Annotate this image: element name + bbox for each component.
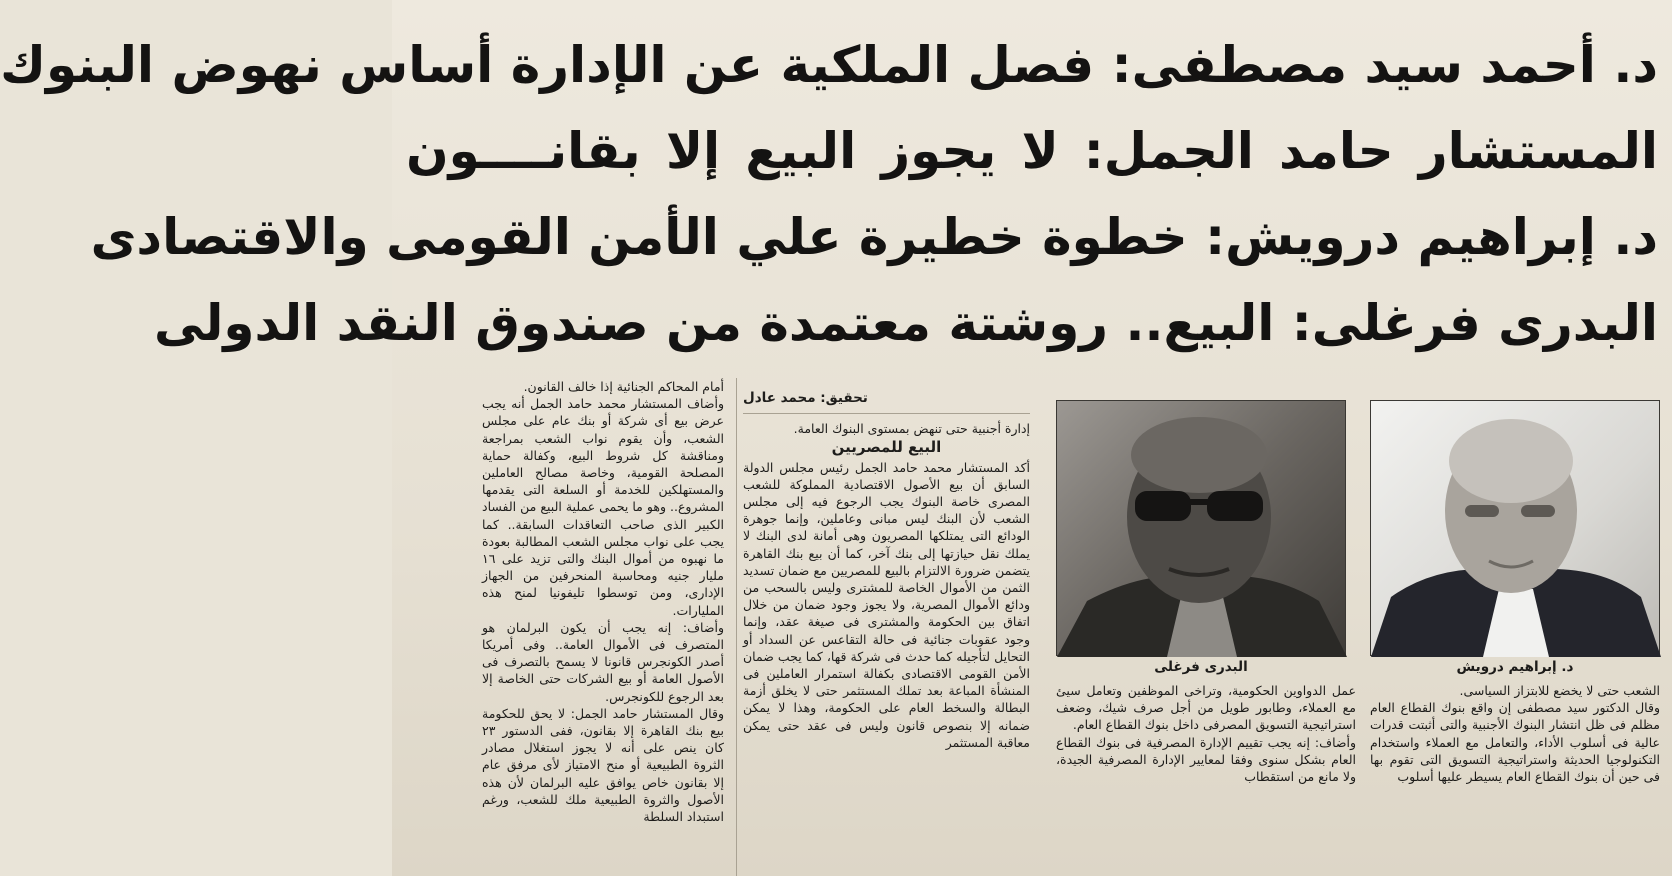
- article-column-left: [482, 378, 724, 876]
- paragraph: وأضاف: إنه يجب تقييم الإدارة المصرفية فى بنوك القطاع العام بشكل سنوى وفقا لمعايير الإدارة المصرفية الجيدة، ولا مانع من استقطاب: [1056, 734, 1356, 785]
- subheading-sale-to-egyptians: البيع للمصريين: [831, 438, 942, 457]
- article-column-under-left-photo: [1056, 682, 1356, 876]
- headline-4: البدرى فرغلى: البيع.. روشتة معتمدة من صندوق النقد الدولى: [154, 294, 1658, 352]
- paragraph: وأضاف: إنه يجب أن يكون البرلمان هو المتصرف فى الأموال العامة.. وفى أمريكا أصدر الكونجرس قانونا لا يسمح بالتصرف فى الأصول العامة أو بيع الشركات حتى الخاصة إلا بعد الرجوع للكونجرس.: [482, 619, 724, 704]
- headline-3: د. إبراهيم درويش: خطوة خطيرة علي الأمن القومى والاقتصادى: [90, 208, 1658, 266]
- caption-albadri-farghali: البدرى فرغلى: [1154, 659, 1248, 675]
- paragraph: وأضاف المستشار محمد حامد الجمل أنه يجب عرض بيع أى شركة أو بنك عام على مجلس الشعب، وأن يقوم نواب الشعب بمراجعة ومناقشة كل شروط البيع، وكفالة حماية المصلحة القومية، وخاصة مصالح العاملين والمستهلكين للخدمة أو السلعة التى يقدمها المشروع.. وهو ما يحمى عملية البيع من الفساد الكبير الذى صاحب التعاقدات السابقة.. كما يجب على نواب مجلس الشعب المطالبة بعودة ما نهبوه من أموال البنك والتى تزيد على ١٦ مليار جنيه ومحاسبة المنحرفين من الجهاز الإدارى، ومن توسطوا تليفونيا لمنح هذه المليارات.: [482, 396, 724, 618]
- article-column-middle: [736, 378, 1030, 876]
- photo-albadri-farghali: [1056, 400, 1346, 656]
- paragraph: وقال الدكتور سيد مصطفى إن واقع بنوك القطاع العام مظلم فى ظل انتشار البنوك الأجنبية والتى أثبتت قدرات عالية فى أسلوب الأداء، والتعامل مع العملاء واستخدام التكنولوجيا الحديثة واستراتيجية التسويق التى تقوم بها فى حين أن بنوك القطاع العام يسيطر عليها أسلوب: [1370, 700, 1660, 785]
- paragraph: الشعب حتى لا يخضع للابتزاز السياسى.: [1459, 683, 1660, 698]
- headline-2: المستشار حامد الجمل: لا يجوز البيع إلا بقانــــون: [406, 122, 1658, 180]
- paragraph: عمل الدواوين الحكومية، وتراخى الموظفين وتعامل سيئ مع العملاء، وطابور طويل من أجل صرف شيك، وضعف استراتيجية التسويق المصرفى داخل بنوك القطاع العام.: [1056, 683, 1356, 733]
- paragraph: أمام المحاكم الجنائية إذا خالف القانون.: [523, 379, 724, 394]
- headline-1: د. أحمد سيد مصطفى: فصل الملكية عن الإدارة أساس نهوض البنوك: [0, 36, 1658, 94]
- column-lead-text: إدارة أجنبية حتى تنهض بمستوى البنوك العامة.: [793, 421, 1030, 437]
- article-column-under-right-photo: [1370, 682, 1660, 876]
- photo-ibrahim-darwish: [1370, 400, 1660, 656]
- caption-ibrahim-darwish: د. إبراهيم درويش: [1456, 659, 1574, 675]
- paragraph: أكد المستشار محمد حامد الجمل رئيس مجلس الدولة السابق أن بيع الأصول الاقتصادية المملوكة للشعب المصرى خاصة البنوك يجب الرجوع فيه إلى مجلس الشعب لأن البنك ليس مبانى وعاملين، وإنما جوهرة الودائع التى يمتلكها المصريون وهى أمانة لدى البنك لا يملك نقل حيازتها إلى بنك آخر، كما أن بيع بنك القاهرة يتضمن ضرورة الالتزام بالبيع للمصريين مع ضمان تسديد الثمن من الأموال الخاصة للمشترى وليس بالسحب من ودائع الأموال المصرية، ولا يجوز وجود ضمان من خلال اتفاق بين الحكومة والمشترى فى صيغة عقد، وإنما وجود عقوبات جنائية فى حالة التقاعس عن السداد أو التحايل لتأجيله كما حدث فى شركة قها، كما يجب ضمان الأمن القومى الاقتصادى بكفالة استمرار العاملين فى المنشأة المباعة بعد تملك المستثمر حتى لا يخلق أزمة البطالة والسخط العام على الحكومة، وهذا لا يمكن ضمانه إلا بنصوص قانون وليس فى عقد حتى يمكن معاقبة المستثمر: [743, 459, 1030, 750]
- paragraph: وقال المستشار حامد الجمل: لا يحق للحكومة بيع بنك القاهرة إلا بقانون، ففى الدستور ٢٣ كان ينص على أنه لا يجوز استغلال مصادر الثروة الطبيعية أو منح الامتياز لأى مرفق عام إلا بقانون خاص يوافق عليه البرلمان لأن هذه الأصول والثروة الطبيعية ملك للشعب، ورغم استبداد السلطة: [482, 705, 724, 825]
- byline: تحقيق: محمد عادل: [743, 378, 1030, 414]
